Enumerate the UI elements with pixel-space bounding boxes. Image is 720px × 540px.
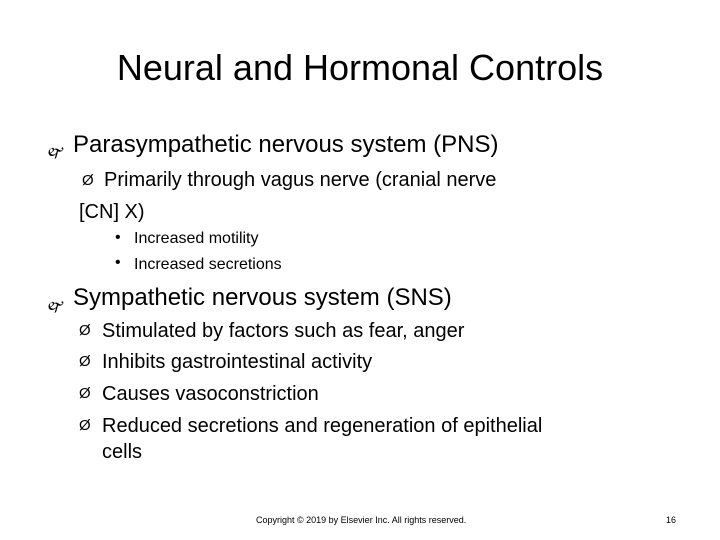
subbullet-vagus-line2: [CN] X) xyxy=(79,201,145,223)
subbullet-inhibits: Inhibits gastrointestinal activity xyxy=(102,351,373,373)
detail-increased-secretions: Increased secretions xyxy=(134,256,282,273)
bullet-pns: Parasympathetic nervous system (PNS) xyxy=(73,131,499,158)
detail-increased-motility: Increased motility xyxy=(134,230,259,247)
subbullet-reduced-line2: cells xyxy=(102,441,143,463)
subbullet-vagus-line1: Primarily through vagus nerve (cranial nerve xyxy=(104,169,497,191)
subbullet-reduced-line1: Reduced secretions and regeneration of epithelial xyxy=(102,415,543,437)
dot-bullet-icon: • xyxy=(115,254,121,271)
bullet-marker-icon: 🙰 xyxy=(46,144,66,161)
slide-title: Neural and Hormonal Controls xyxy=(116,47,604,88)
arrow-bullet-icon: Ø xyxy=(79,385,91,402)
arrow-bullet-icon: Ø xyxy=(82,172,94,189)
subbullet-vasoconstriction: Causes vasoconstriction xyxy=(102,383,319,405)
bullet-marker-icon: 🙰 xyxy=(46,298,66,315)
arrow-bullet-icon: Ø xyxy=(79,417,91,434)
arrow-bullet-icon: Ø xyxy=(79,353,91,370)
copyright-footer: Copyright © 2019 by Elsevier Inc. All rights reserved. xyxy=(256,515,467,525)
subbullet-stimulated: Stimulated by factors such as fear, anger xyxy=(102,320,465,342)
bullet-sns: Sympathetic nervous system (SNS) xyxy=(73,284,452,311)
arrow-bullet-icon: Ø xyxy=(79,322,91,339)
page-number: 16 xyxy=(666,515,677,525)
dot-bullet-icon: • xyxy=(115,229,121,246)
